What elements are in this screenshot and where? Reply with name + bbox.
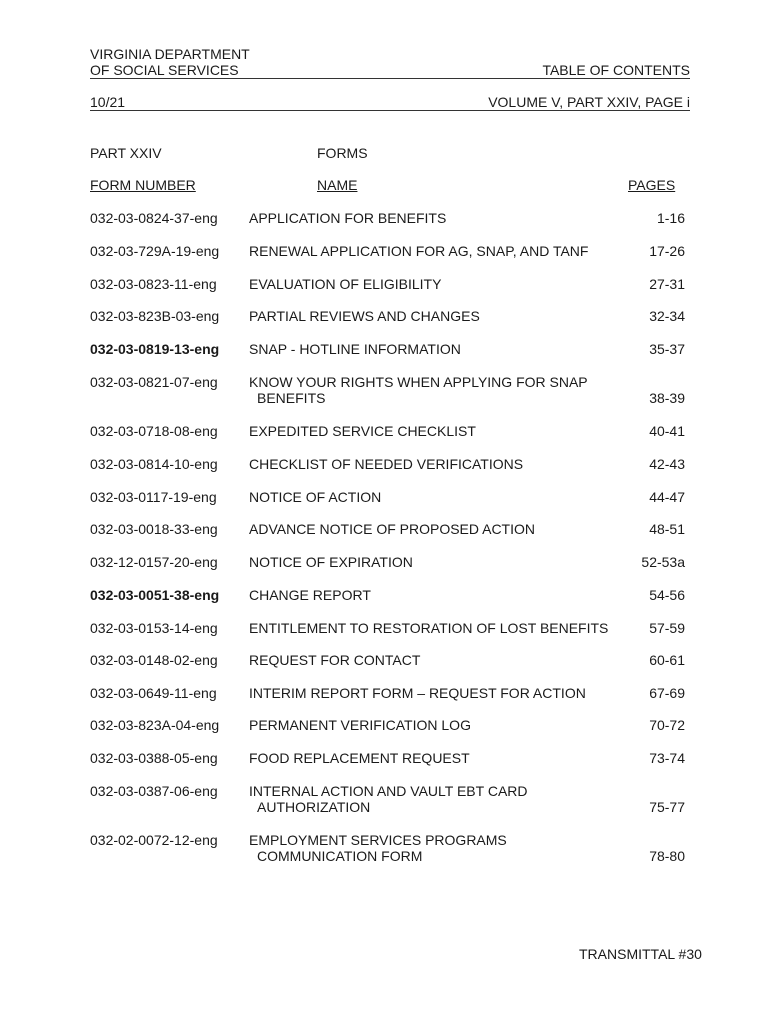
form-pages: 60-61 <box>649 652 685 668</box>
form-number: 032-03-0814-10-eng <box>90 456 218 472</box>
form-number: 032-03-823B-03-eng <box>90 308 220 324</box>
form-name <box>249 341 619 357</box>
form-name-continuation: AUTHORIZATION <box>257 799 371 815</box>
volume-reference: VOLUME V, PART XXIV, PAGE i <box>488 94 690 110</box>
table-row <box>90 489 685 505</box>
form-name <box>249 750 619 766</box>
form-name <box>249 308 619 324</box>
table-row <box>90 685 685 701</box>
table-row <box>90 521 685 537</box>
form-name-line: KNOW YOUR RIGHTS WHEN APPLYING FOR SNAP <box>249 374 588 390</box>
form-number: 032-03-0117-19-eng <box>90 489 217 505</box>
revision-date: 10/21 <box>90 94 126 110</box>
table-row <box>90 456 685 472</box>
form-pages: 40-41 <box>649 423 685 439</box>
form-name <box>249 554 619 570</box>
form-name <box>249 783 619 815</box>
form-number: 032-03-0821-07-eng <box>90 374 218 390</box>
form-name-line: INTERIM REPORT FORM – REQUEST FOR ACTION <box>249 685 586 701</box>
form-name-line: EXPEDITED SERVICE CHECKLIST <box>249 423 476 439</box>
form-number: 032-12-0157-20-eng <box>90 554 218 570</box>
form-number: 032-03-0649-11-eng <box>90 685 217 701</box>
form-number: 032-03-0823-11-eng <box>90 276 217 292</box>
form-name-line: CHECKLIST OF NEEDED VERIFICATIONS <box>249 456 524 472</box>
department-line-1: VIRGINIA DEPARTMENT <box>90 46 250 62</box>
column-header-name: NAME <box>317 177 358 193</box>
form-name-line: PARTIAL REVIEWS AND CHANGES <box>249 308 480 324</box>
form-name-line: PERMANENT VERIFICATION LOG <box>249 717 471 733</box>
form-pages: 67-69 <box>649 685 685 701</box>
table-row <box>90 783 685 815</box>
form-pages: 42-43 <box>649 456 685 472</box>
form-number: 032-03-0018-33-eng <box>90 521 218 537</box>
form-name <box>249 243 619 259</box>
table-row <box>90 652 685 668</box>
form-name-line: NOTICE OF EXPIRATION <box>249 554 413 570</box>
form-name-line: NOTICE OF ACTION <box>249 489 382 505</box>
form-pages: 54-56 <box>649 587 685 603</box>
header-date-row <box>90 94 690 111</box>
column-header-form-number: FORM NUMBER <box>90 177 196 193</box>
column-header-pages: PAGES <box>628 177 676 193</box>
transmittal-number: TRANSMITTAL #30 <box>579 946 702 962</box>
form-pages: 73-74 <box>649 750 685 766</box>
form-name-line: APPLICATION FOR BENEFITS <box>249 210 447 226</box>
part-label: PART XXIV <box>90 145 162 161</box>
form-pages: 32-34 <box>649 308 685 324</box>
form-pages: 75-77 <box>649 799 685 815</box>
document-type: TABLE OF CONTENTS <box>542 62 690 78</box>
form-name-line: REQUEST FOR CONTACT <box>249 652 421 668</box>
form-number: 032-03-823A-04-eng <box>90 717 220 733</box>
form-pages: 57-59 <box>649 620 685 636</box>
form-number: 032-03-0824-37-eng <box>90 210 218 226</box>
form-number: 032-03-0051-38-eng <box>90 587 220 603</box>
form-name <box>249 210 619 226</box>
table-row <box>90 276 685 292</box>
form-pages: 17-26 <box>649 243 685 259</box>
form-name-continuation: COMMUNICATION FORM <box>257 848 423 864</box>
form-number: 032-03-0387-06-eng <box>90 783 218 799</box>
form-pages: 78-80 <box>649 848 685 864</box>
table-row <box>90 210 685 226</box>
form-name <box>249 620 619 636</box>
department-name <box>90 46 250 78</box>
form-name <box>249 456 619 472</box>
form-name-line: RENEWAL APPLICATION FOR AG, SNAP, AND TANF <box>249 243 589 259</box>
form-pages: 48-51 <box>649 521 685 537</box>
form-pages: 44-47 <box>649 489 685 505</box>
form-number: 032-03-729A-19-eng <box>90 243 220 259</box>
form-name <box>249 374 619 406</box>
table-row <box>90 554 685 570</box>
form-name-line: ADVANCE NOTICE OF PROPOSED ACTION <box>249 521 536 537</box>
header-top-row <box>90 46 690 79</box>
form-number: 032-03-0148-02-eng <box>90 652 218 668</box>
form-name-continuation: BENEFITS <box>257 390 326 406</box>
form-name-line: INTERNAL ACTION AND VAULT EBT CARD <box>249 783 528 799</box>
form-name <box>249 276 619 292</box>
form-number: 032-03-0388-05-eng <box>90 750 218 766</box>
form-name <box>249 717 619 733</box>
form-number: 032-03-0153-14-eng <box>90 620 218 636</box>
form-name <box>249 587 619 603</box>
form-pages: 27-31 <box>649 276 685 292</box>
form-name-line: ENTITLEMENT TO RESTORATION OF LOST BENEFITS <box>249 620 609 636</box>
form-number: 032-03-0819-13-eng <box>90 341 220 357</box>
form-name <box>249 489 619 505</box>
table-row <box>90 243 685 259</box>
form-name-line: CHANGE REPORT <box>249 587 371 603</box>
table-row <box>90 620 685 636</box>
form-pages: 1-16 <box>656 210 685 226</box>
form-name <box>249 685 619 701</box>
form-name <box>249 652 619 668</box>
table-row <box>90 717 685 733</box>
table-row <box>90 832 685 864</box>
form-pages: 70-72 <box>649 717 685 733</box>
form-number: 032-02-0072-12-eng <box>90 832 218 848</box>
form-name-line: FOOD REPLACEMENT REQUEST <box>249 750 470 766</box>
table-row <box>90 341 685 357</box>
form-number: 032-03-0718-08-eng <box>90 423 218 439</box>
form-name-line: EVALUATION OF ELIGIBILITY <box>249 276 442 292</box>
table-row <box>90 750 685 766</box>
form-name-line: SNAP - HOTLINE INFORMATION <box>249 341 461 357</box>
form-pages: 52-53a <box>641 554 685 570</box>
department-line-2: OF SOCIAL SERVICES <box>90 62 239 78</box>
table-row <box>90 374 685 406</box>
table-row <box>90 587 685 603</box>
form-name-line: EMPLOYMENT SERVICES PROGRAMS <box>249 832 507 848</box>
form-name <box>249 832 619 864</box>
form-pages: 38-39 <box>649 390 685 406</box>
table-row <box>90 308 685 324</box>
part-title: FORMS <box>317 145 368 161</box>
form-name <box>249 423 619 439</box>
form-name <box>249 521 619 537</box>
table-row <box>90 423 685 439</box>
form-pages: 35-37 <box>649 341 685 357</box>
